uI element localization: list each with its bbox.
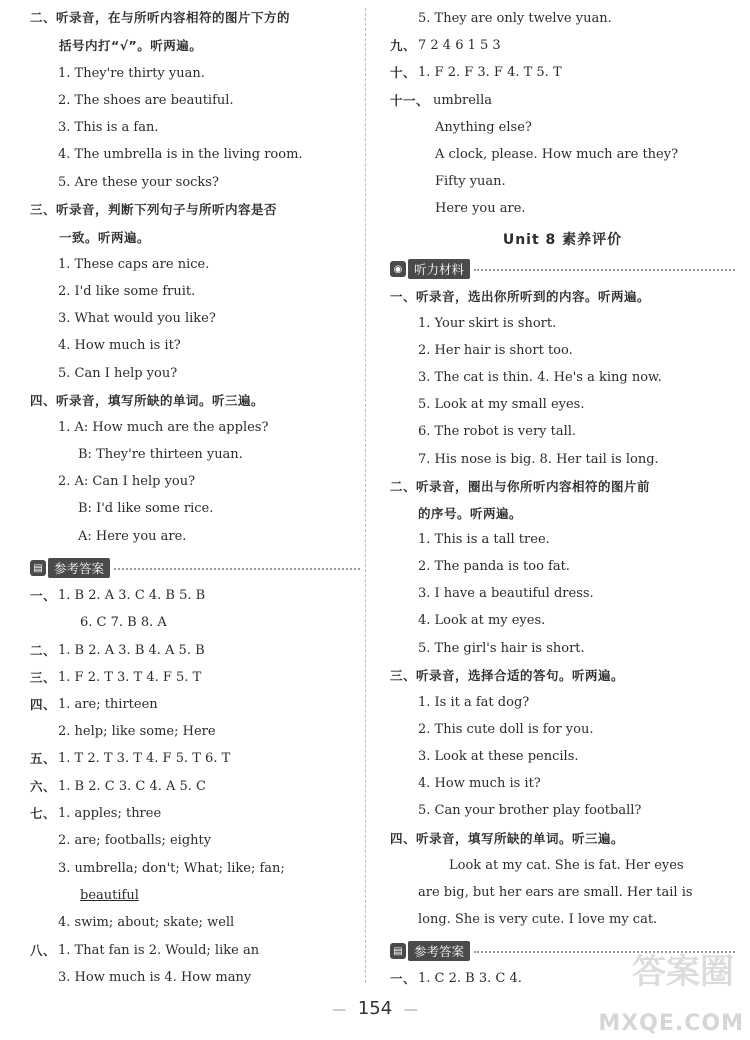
answer-label: 二、 bbox=[30, 643, 57, 658]
list-item: 3. What would you like? bbox=[58, 311, 216, 326]
list-item: 5. Can your brother play football? bbox=[418, 803, 642, 818]
answer-line: 1. B 2. C 3. C 4. A 5. C bbox=[58, 779, 206, 794]
list-item: 4. Look at my eyes. bbox=[418, 613, 546, 628]
answer-line: umbrella bbox=[433, 93, 492, 108]
list-item: 5. Look at my small eyes. bbox=[418, 397, 585, 412]
list-item: 2. Her hair is short too. bbox=[418, 343, 573, 358]
answer-label: 六、 bbox=[30, 779, 57, 794]
answer-line: Anything else? bbox=[435, 120, 532, 135]
list-item: 3. This is a fan. bbox=[58, 120, 159, 135]
list-item: 5. Can I help you? bbox=[58, 366, 178, 381]
list-item: 3. I have a beautiful dress. bbox=[418, 586, 594, 601]
list-item: 2. This cute doll is for you. bbox=[418, 722, 594, 737]
list-item: B: I'd like some rice. bbox=[78, 501, 214, 516]
answer-label: 一、 bbox=[30, 588, 57, 603]
list-item: 1. This is a tall tree. bbox=[418, 532, 550, 547]
answer-key-label: 参考答案 bbox=[48, 558, 110, 578]
answer-line: 1. F 2. F 3. F 4. T 5. T bbox=[418, 65, 562, 80]
section-2-heading: 二、听录音，圈出与你所听内容相符的图片前 bbox=[390, 479, 651, 494]
list-item: 2. A: Can I help you? bbox=[58, 474, 196, 489]
page-number: 154 bbox=[357, 998, 393, 1019]
answer-label: 三、 bbox=[30, 670, 57, 685]
footer-dash-right: — bbox=[403, 1002, 418, 1018]
list-item: 4. How much is it? bbox=[58, 338, 181, 353]
section-1-heading: 一、听录音，选出你所听到的内容。听两遍。 bbox=[390, 289, 651, 304]
paragraph-line: are big, but her ears are small. Her tail is bbox=[418, 885, 693, 900]
section-3-heading: 三、听录音，选择合适的答句。听两遍。 bbox=[390, 668, 625, 683]
unit-title: Unit 8 素养评价 bbox=[502, 232, 623, 248]
answer-line: 1. are; thirteen bbox=[58, 697, 158, 712]
answer-line: A clock, please. How much are they? bbox=[435, 147, 679, 162]
headphones-icon: ◉ bbox=[390, 261, 406, 277]
list-item: 3. The cat is thin. 4. He's a king now. bbox=[418, 370, 662, 385]
list-item: 1. These caps are nice. bbox=[58, 257, 210, 272]
page-footer bbox=[0, 998, 750, 1019]
watermark-url: MXQE.COM bbox=[598, 1011, 744, 1036]
list-item: 7. His nose is big. 8. Her tail is long. bbox=[418, 452, 659, 467]
list-item: 2. The shoes are beautiful. bbox=[58, 93, 234, 108]
answer-line: 1. C 2. B 3. C 4. bbox=[418, 971, 522, 986]
answer-line: Here you are. bbox=[435, 201, 526, 216]
answer-book-icon: ▤ bbox=[390, 943, 406, 959]
answer-line: 7 2 4 6 1 5 3 bbox=[418, 38, 501, 53]
list-item: 2. I'd like some fruit. bbox=[58, 284, 196, 299]
listening-material-tag bbox=[390, 259, 735, 279]
list-item: 2. The panda is too fat. bbox=[418, 559, 570, 574]
answer-key-label: 参考答案 bbox=[408, 941, 470, 961]
section-3-heading-cont: 一致。听两遍。 bbox=[59, 230, 151, 245]
section-2-heading: 二、听录音，在与所听内容相符的图片下方的 bbox=[30, 10, 291, 25]
answer-line: 1. B 2. A 3. B 4. A 5. B bbox=[58, 643, 205, 658]
section-4-heading: 四、听录音，填写所缺的单词。听三遍。 bbox=[390, 831, 625, 846]
dotted-rule bbox=[114, 568, 360, 570]
answer-line: 1. T 2. T 3. T 4. F 5. T 6. T bbox=[58, 751, 231, 766]
answer-line: 1. apples; three bbox=[58, 806, 162, 821]
answer-line: 2. help; like some; Here bbox=[58, 724, 216, 739]
list-item: A: Here you are. bbox=[78, 529, 187, 544]
answer-line: 6. C 7. B 8. A bbox=[80, 615, 167, 630]
list-item: 1. They're thirty yuan. bbox=[58, 66, 205, 81]
answer-label: 十、 bbox=[390, 65, 417, 80]
answer-line: 1. That fan is 2. Would; like an bbox=[58, 943, 260, 958]
list-item: B: They're thirteen yuan. bbox=[78, 447, 243, 462]
list-item: 4. The umbrella is in the living room. bbox=[58, 147, 303, 162]
listening-material-label: 听力材料 bbox=[408, 259, 470, 279]
answer-label: 一、 bbox=[390, 971, 417, 986]
answer-label: 四、 bbox=[30, 697, 57, 712]
answer-line: beautiful bbox=[80, 888, 139, 903]
list-item: 5. The girl's hair is short. bbox=[418, 641, 585, 656]
list-item: 6. The robot is very tall. bbox=[418, 424, 577, 439]
list-item: 5. Are these your socks? bbox=[58, 175, 219, 190]
paragraph-line: Look at my cat. She is fat. Her eyes bbox=[449, 858, 684, 873]
list-item: 4. How much is it? bbox=[418, 776, 541, 791]
answer-key-tag bbox=[30, 558, 360, 578]
answer-label: 八、 bbox=[30, 943, 57, 958]
answer-line: Fifty yuan. bbox=[435, 174, 506, 189]
section-4-heading: 四、听录音，填写所缺的单词。听三遍。 bbox=[30, 393, 265, 408]
list-item: 1. Your skirt is short. bbox=[418, 316, 557, 331]
section-2-heading-cont: 括号内打“√”。听两遍。 bbox=[59, 38, 203, 53]
answer-line: 4. swim; about; skate; well bbox=[58, 915, 235, 930]
watermark-logo: 答案圈 bbox=[632, 952, 734, 992]
list-item: 1. A: How much are the apples? bbox=[58, 420, 269, 435]
answer-line: 3. umbrella; don't; What; like; fan; bbox=[58, 861, 285, 876]
answer-label: 九、 bbox=[390, 38, 417, 53]
paragraph-line: long. She is very cute. I love my cat. bbox=[418, 912, 658, 927]
answer-line: 1. F 2. T 3. T 4. F 5. T bbox=[58, 670, 202, 685]
answer-line: 3. How much is 4. How many bbox=[58, 970, 252, 985]
list-item: 1. Is it a fat dog? bbox=[418, 695, 530, 710]
answer-label: 七、 bbox=[30, 806, 57, 821]
answer-line: 2. are; footballs; eighty bbox=[58, 833, 212, 848]
section-3-heading: 三、听录音，判断下列句子与所听内容是否 bbox=[30, 202, 278, 217]
answer-label: 十一、 bbox=[390, 93, 430, 108]
section-2-heading-cont: 的序号。听两遍。 bbox=[418, 506, 523, 521]
answer-line: 1. B 2. A 3. C 4. B 5. B bbox=[58, 588, 206, 603]
dotted-rule bbox=[474, 269, 735, 271]
answer-book-icon: ▤ bbox=[30, 560, 46, 576]
list-item: 3. Look at these pencils. bbox=[418, 749, 579, 764]
column-divider bbox=[365, 8, 366, 983]
answer-line: 5. They are only twelve yuan. bbox=[418, 11, 612, 26]
footer-dash-left: — bbox=[332, 1002, 347, 1018]
answer-label: 五、 bbox=[30, 751, 57, 766]
